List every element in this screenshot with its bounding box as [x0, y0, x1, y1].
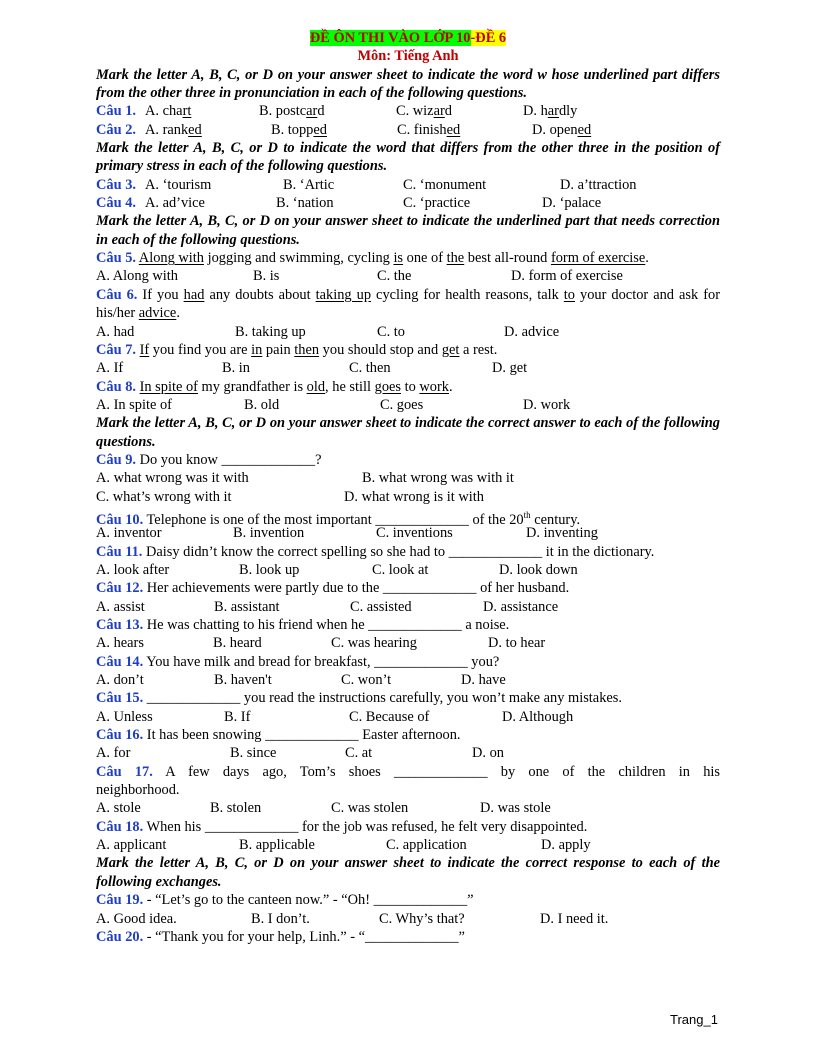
question-number: Câu 20. [96, 928, 144, 945]
instruction-error: Mark the letter A, B, C, or D on your answer sheet to indicate the underlined part that needs correction in each of the following questions. [96, 213, 720, 248]
question-number: Câu 15. [96, 690, 144, 707]
option-a: A. Unless [96, 708, 153, 725]
question-number: Câu 18. [96, 818, 144, 835]
question-7-options [96, 359, 720, 377]
option-c: C. what’s wrong with it [96, 488, 232, 505]
question-10-options [96, 524, 720, 542]
question-7: Câu 7. If you find you are in pain then you should stop and get a rest. [96, 341, 498, 358]
question-18: Câu 18. When his _____________ for the job was refused, he felt very disappointed. [96, 818, 588, 835]
option-c: C. then [349, 360, 391, 377]
option-c: C. assisted [350, 598, 412, 615]
question-5: Câu 5. Along with jogging and swimming, cycling is one of the best all-round form of exercise. [96, 250, 649, 267]
question-12: Câu 12. Her achievements were partly due to the _____________ of her husband. [96, 580, 570, 597]
option-a: A. don’t [96, 672, 144, 689]
option-b: B. ‘Artic [283, 176, 335, 193]
title-number: -ĐỀ 6 [470, 30, 507, 46]
question-17: Câu 17. A few days ago, Tom’s shoes _____________ by one of the children in his neighborhood. [96, 763, 720, 799]
question-number: Câu 14. [96, 653, 144, 670]
option-b: B. since [230, 745, 277, 762]
instruction-stress: Mark the letter A, B, C, or D to indicate the word that differs from the other three in the position of primary stress in each of the following questions. [96, 140, 720, 175]
option-a: A. ranked [145, 121, 202, 138]
option-a: A. chart [145, 103, 192, 120]
question-5-options [96, 267, 720, 285]
option-d: D. what wrong is it with [344, 488, 484, 505]
question-9 [96, 451, 720, 469]
question-6: Câu 6. If you had any doubts about taking up cycling for health reasons, talk to your doctor and ask for his/her advice. [96, 286, 720, 322]
option-c: C. goes [380, 396, 424, 413]
question-text: Do you know _____________? [135, 451, 322, 468]
option-d: D. advice [504, 323, 560, 340]
question-15-options [96, 708, 720, 726]
question-number: Câu 6. [96, 286, 138, 303]
option-b: B. in [222, 360, 250, 377]
option-b: B. postcard [259, 103, 325, 120]
option-c: C. ‘practice [403, 195, 471, 212]
option-d: D. a’ttraction [560, 176, 637, 193]
option-b: B. topped [271, 121, 327, 138]
option-d: D. I need it. [540, 910, 609, 927]
question-8-options [96, 396, 720, 414]
option-a: A. what wrong was it with [96, 470, 249, 487]
option-b: B. look up [239, 561, 300, 578]
question-16: Câu 16. It has been snowing _____________ Easter afternoon. [96, 727, 461, 744]
option-a: A. stole [96, 800, 141, 817]
option-a: A. for [96, 745, 131, 762]
question-10: Câu 10. Telephone is one of the most important _____________ of the 20th century. [96, 509, 581, 528]
question-19: Câu 19. - “Let’s go to the canteen now.” - “Oh! _____________” [96, 892, 474, 909]
question-8: Câu 8. In spite of my grandfather is old, he still goes to work. [96, 378, 453, 395]
question-number: Câu 16. [96, 727, 144, 744]
instruction-pronunciation: Mark the letter A, B, C, or D on your answer sheet to indicate the word w hose underlined part differs from the other three in pronunciation in each of the following questions. [96, 66, 720, 102]
question-9-options-cd [96, 488, 720, 506]
option-a: A. inventor [96, 525, 162, 542]
question-number: Câu 3. [96, 176, 136, 193]
question-number: Câu 9. [96, 451, 136, 468]
option-a: A. ‘tourism [145, 176, 212, 193]
question-number: Câu 12. [96, 580, 144, 597]
option-c: C. look at [372, 561, 429, 578]
option-b: B. assistant [214, 598, 280, 615]
option-b: B. ‘nation [276, 195, 334, 212]
option-d: D. inventing [526, 525, 598, 542]
option-c: C. finished [397, 121, 461, 138]
option-c: C. Because of [349, 708, 430, 725]
instruction-correct-answer: Mark the letter A, B, C, or D on your answer sheet to indicate the correct answer to each of the following questions. [96, 415, 720, 450]
option-b: B. applicable [239, 837, 315, 854]
question-2 [96, 121, 720, 139]
question-13-options [96, 634, 720, 652]
option-c: C. won’t [341, 672, 392, 689]
question-number: Câu 10. [96, 511, 144, 528]
option-b: B. taking up [235, 323, 306, 340]
exam-subtitle: Môn: Tiếng Anh [357, 48, 459, 65]
exam-title [96, 29, 720, 47]
option-c: C. to [377, 323, 405, 340]
question-number: Câu 4. [96, 195, 136, 212]
option-a: A. In spite of [96, 396, 172, 413]
option-d: D. have [461, 672, 506, 689]
option-d: D. form of exercise [511, 268, 623, 285]
option-b: B. invention [233, 525, 305, 542]
option-b: B. If [224, 708, 251, 725]
option-d: D. get [492, 360, 528, 377]
option-b: B. heard [213, 635, 262, 652]
question-17-options [96, 799, 720, 817]
option-b: B. what wrong was with it [362, 470, 514, 487]
option-c: C. ‘monument [403, 176, 487, 193]
question-9-options-ab [96, 469, 720, 487]
option-a: A. If [96, 360, 124, 377]
question-number: Câu 11. [96, 543, 143, 560]
option-d: D. work [523, 396, 571, 413]
question-12-options [96, 598, 720, 616]
question-14-options [96, 671, 720, 689]
option-d: D. hardly [523, 103, 578, 120]
question-number: Câu 5. [96, 250, 136, 267]
exam-page [96, 29, 720, 946]
option-d: D. on [472, 745, 504, 762]
instruction-exchanges: Mark the letter A, B, C, or D on your answer sheet to indicate the correct response to each of the following exchanges. [96, 855, 720, 890]
option-a: A. assist [96, 598, 145, 615]
page-number: Trang_1 [670, 1012, 718, 1027]
option-c: C. Why’s that? [379, 910, 465, 927]
option-b: B. is [253, 268, 280, 285]
question-3 [96, 176, 720, 194]
option-b: B. old [244, 396, 280, 413]
title-main: ĐỀ ÔN THI VÀO LỚP 10 [309, 30, 471, 46]
option-a: A. hears [96, 635, 144, 652]
option-c: C. the [377, 268, 412, 285]
option-d: D. to hear [488, 635, 546, 652]
option-a: A. look after [96, 561, 170, 578]
question-19-options [96, 910, 720, 928]
question-6-options [96, 323, 720, 341]
option-a: A. ad’vice [145, 195, 205, 212]
question-number: Câu 19. [96, 892, 144, 909]
question-11-options [96, 561, 720, 579]
option-d: D. look down [499, 561, 578, 578]
option-c: C. inventions [376, 525, 453, 542]
option-d: D. assistance [483, 598, 559, 615]
option-d: D. was stole [480, 800, 551, 817]
question-15: Câu 15. _____________ you read the instructions carefully, you won’t make any mistakes. [96, 690, 622, 707]
question-number: Câu 2. [96, 121, 136, 138]
question-14: Câu 14. You have milk and bread for breakfast, _____________ you? [96, 653, 500, 670]
question-1 [96, 102, 720, 120]
option-d: D. Although [502, 708, 574, 725]
question-11: Câu 11. Daisy didn’t know the correct spelling so she had to _____________ it in the dictionary. [96, 543, 655, 560]
question-18-options [96, 836, 720, 854]
option-b: B. I don’t. [251, 910, 310, 927]
question-number: Câu 7. [96, 341, 136, 358]
option-c: C. was stolen [331, 800, 409, 817]
option-d: D. opened [532, 121, 592, 138]
option-b: B. haven't [214, 672, 272, 689]
option-d: D. apply [541, 837, 591, 854]
option-a: A. had [96, 323, 135, 340]
question-16-options [96, 744, 720, 762]
option-c: C. was hearing [331, 635, 417, 652]
question-4 [96, 194, 720, 212]
option-a: A. Along with [96, 268, 178, 285]
question-number: Câu 13. [96, 617, 144, 633]
option-a: A. applicant [96, 837, 167, 854]
option-c: C. wizard [396, 103, 452, 120]
option-c: C. application [386, 837, 467, 854]
question-20: Câu 20. - “Thank you for your help, Linh.” - “_____________” [96, 928, 465, 945]
option-c: C. at [345, 745, 373, 762]
option-a: A. Good idea. [96, 910, 177, 927]
question-number: Câu 8. [96, 378, 136, 395]
option-d: D. ‘palace [542, 195, 602, 212]
question-number: Câu 17. [96, 763, 153, 780]
option-b: B. stolen [210, 800, 262, 817]
question-number: Câu 1. [96, 103, 136, 120]
question-13: Câu 13. He was chatting to his friend when he _____________ a noise. [96, 617, 510, 633]
